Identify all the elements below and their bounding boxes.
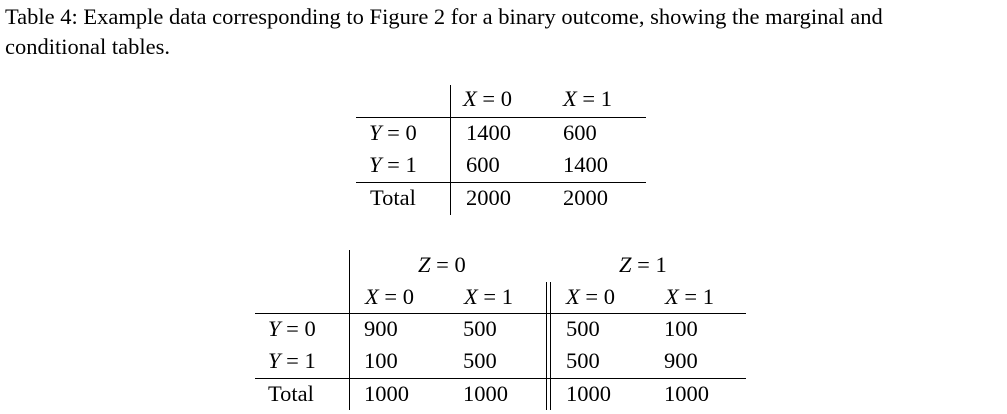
- conditional-total-cell: 1000: [463, 381, 508, 406]
- marginal-row-label-y0: Y = 0: [369, 120, 417, 145]
- conditional-cell: 500: [566, 316, 600, 341]
- marginal-total-label: Total: [370, 185, 416, 210]
- conditional-group-divider-right: [550, 282, 551, 410]
- marginal-cell: 600: [563, 120, 597, 145]
- caption-line-2: conditional tables.: [5, 34, 170, 59]
- marginal-cell: 1400: [563, 152, 608, 177]
- conditional-total-cell: 1000: [664, 381, 709, 406]
- conditional-row-label-y0: Y = 0: [268, 316, 316, 341]
- conditional-cell: 500: [566, 348, 600, 373]
- marginal-total-cell: 2000: [563, 185, 608, 210]
- conditional-cell: 100: [664, 316, 698, 341]
- conditional-cell: 500: [463, 348, 497, 373]
- conditional-group-divider-left: [546, 282, 547, 410]
- table-caption: [5, 2, 1000, 62]
- conditional-group-header-z1: Z = 1: [619, 252, 667, 277]
- marginal-total-rule: [356, 182, 646, 183]
- conditional-total-cell: 1000: [566, 381, 611, 406]
- conditional-vertical-rule: [349, 250, 350, 410]
- marginal-col-header-x1: X = 1: [563, 86, 612, 111]
- conditional-header-rule: [255, 313, 746, 314]
- marginal-row-label-y1: Y = 1: [369, 152, 417, 177]
- conditional-col-header: X = 1: [464, 284, 513, 309]
- conditional-col-header: X = 0: [566, 284, 615, 309]
- conditional-group-header-z0: Z = 0: [418, 252, 466, 277]
- conditional-total-label: Total: [268, 381, 314, 406]
- marginal-total-cell: 2000: [466, 185, 511, 210]
- marginal-cell: 1400: [466, 120, 511, 145]
- conditional-cell: 100: [364, 348, 398, 373]
- marginal-col-header-x0: X = 0: [463, 86, 512, 111]
- marginal-header-rule: [356, 117, 646, 118]
- marginal-vertical-rule: [450, 85, 451, 215]
- marginal-cell: 600: [466, 152, 500, 177]
- conditional-total-rule: [255, 378, 746, 379]
- conditional-cell: 500: [463, 316, 497, 341]
- conditional-total-cell: 1000: [364, 381, 409, 406]
- conditional-col-header: X = 0: [365, 284, 414, 309]
- conditional-cell: 900: [364, 316, 398, 341]
- caption-line-1: Table 4: Example data corresponding to Figure 2 for a binary outcome, showing the marginal and: [5, 4, 883, 29]
- conditional-row-label-y1: Y = 1: [268, 348, 316, 373]
- conditional-col-header: X = 1: [665, 284, 714, 309]
- conditional-cell: 900: [664, 348, 698, 373]
